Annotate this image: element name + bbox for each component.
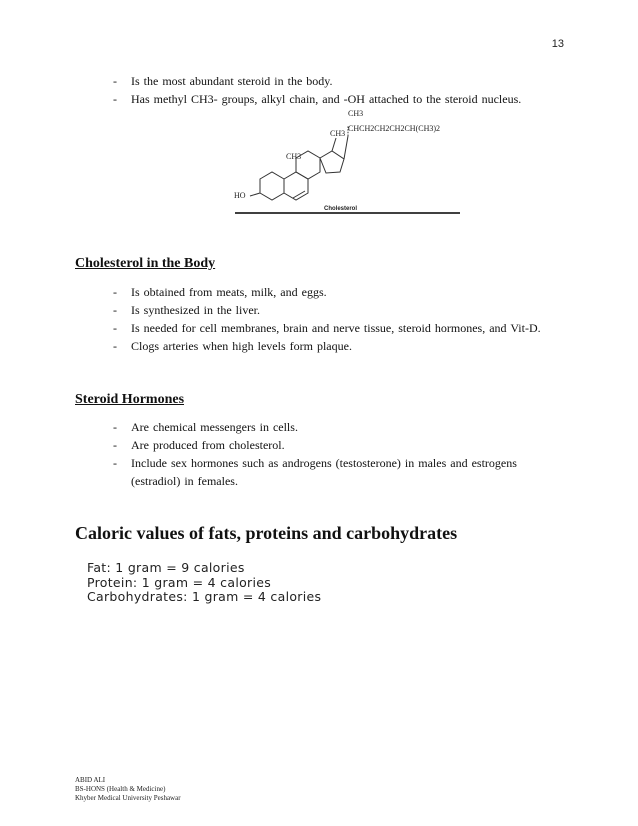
bullet-dash: - (113, 92, 117, 106)
bullet-dash: - (113, 456, 117, 470)
caloric-values-list (87, 561, 321, 605)
ch3-ring-d-label: CH3 (330, 129, 346, 138)
bullet-dash: - (113, 74, 117, 88)
list-item (113, 319, 541, 337)
list-item (113, 436, 531, 454)
caloric-line-fat: Fat: 1 gram = 9 calories (87, 560, 245, 575)
bullet-dash: - (113, 420, 117, 434)
bullet-dash: - (113, 339, 117, 353)
bullet-text: Are chemical messengers in cells. (131, 420, 298, 434)
list-item (113, 337, 541, 355)
list-item (113, 301, 541, 319)
list-item (113, 454, 531, 490)
bullet-dash: - (113, 438, 117, 452)
bullet-dash: - (113, 303, 117, 317)
bullet-text: Is synthesized in the liver. (131, 303, 260, 317)
bullet-text: Are produced from cholesterol. (131, 438, 285, 452)
bullet-text: Clogs arteries when high levels form plaque. (131, 339, 352, 353)
ch3-top-label: CH3 (348, 109, 364, 118)
bullet-text: Is the most abundant steroid in the body. (131, 74, 333, 88)
bullet-text: Include sex hormones such as androgens (testosterone) in males and estrogens (estradiol) in females. (131, 456, 517, 488)
section-heading-steroid-hormones: Steroid Hormones (75, 392, 185, 407)
list-item (113, 283, 541, 301)
cholesterol-body-bullet-list (113, 283, 541, 355)
list-item (113, 418, 531, 436)
caloric-line-carbohydrates: Carbohydrates: 1 gram = 4 calories (87, 589, 322, 604)
caloric-line-protein: Protein: 1 gram = 4 calories (87, 574, 272, 590)
bullet-dash: - (113, 321, 117, 335)
list-item (113, 72, 521, 90)
bullet-text: Has methyl CH3- groups, alkyl chain, and -OH attached to the steroid nucleus. (131, 92, 522, 106)
figure-caption: Cholesterol (324, 206, 358, 212)
cholesterol-structure-figure (228, 104, 468, 222)
footer-program: BS-HONS (Health & Medicine) (75, 785, 166, 793)
caloric-values-heading: Caloric values of fats, proteins and carbohydrates (75, 523, 458, 543)
footer-author: ABID ALI (75, 776, 106, 784)
bullet-dash: - (113, 285, 117, 299)
steroid-hormones-bullet-list (113, 418, 531, 490)
page-number: 13 (551, 38, 564, 50)
side-chain-label: CHCH2CH2CH2CH(CH3)2 (348, 124, 441, 133)
footer-institution: Khyber Medical University Peshawar (75, 794, 181, 802)
bullet-text: Is needed for cell membranes, brain and nerve tissue, steroid hormones, and Vit-D. (131, 321, 541, 335)
intro-bullet-list (113, 72, 521, 108)
section-heading-cholesterol-body: Cholesterol in the Body (75, 256, 216, 271)
ho-label: HO (234, 191, 246, 200)
page-footer (75, 776, 181, 803)
ch3-ring-b-label: CH3 (286, 152, 302, 161)
bullet-text: Is obtained from meats, milk, and eggs. (131, 285, 327, 299)
